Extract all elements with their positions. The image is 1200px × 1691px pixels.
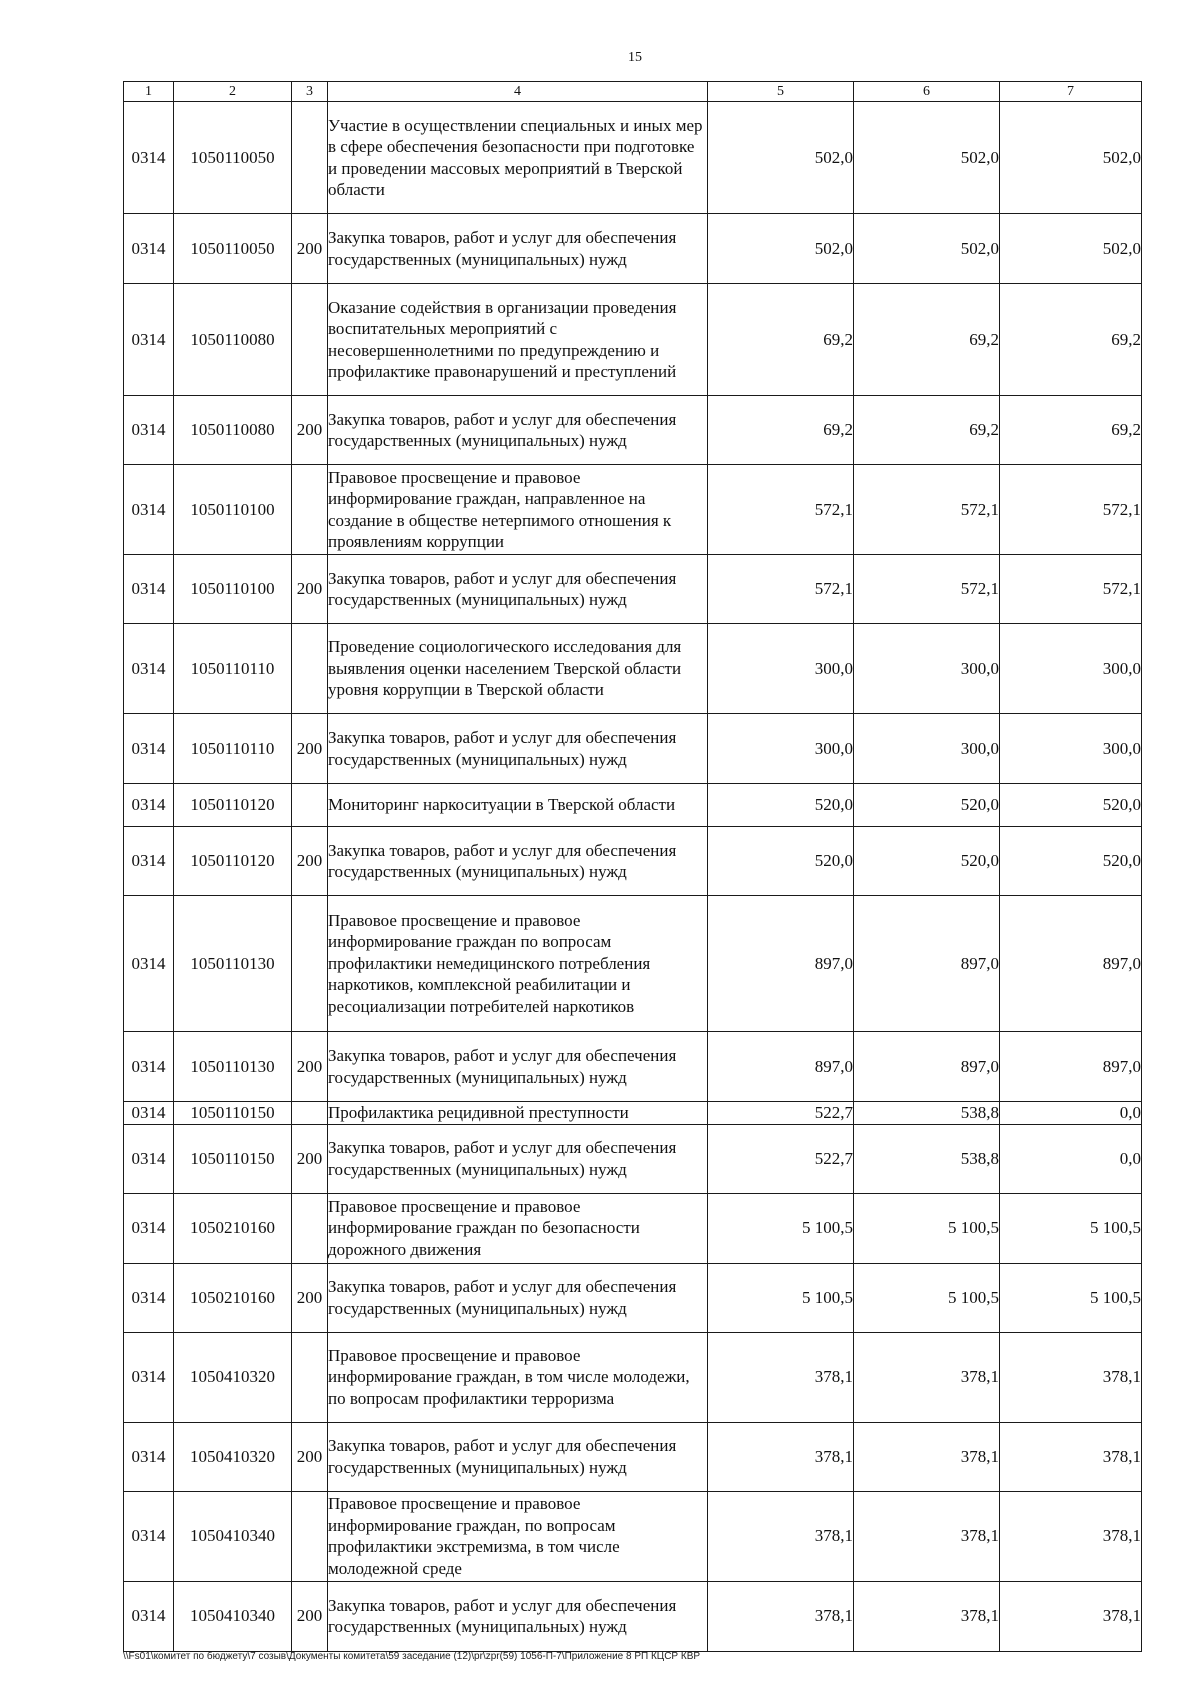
column-header: 4 bbox=[328, 82, 708, 102]
amount-col6: 378,1 bbox=[854, 1332, 1000, 1422]
amount-col6: 502,0 bbox=[854, 102, 1000, 214]
amount-col7: 378,1 bbox=[1000, 1332, 1142, 1422]
amount-col5: 5 100,5 bbox=[708, 1263, 854, 1332]
table-row bbox=[124, 465, 1142, 555]
footer-file-path: \\Fs01\комитет по бюджету\7 созыв\Документы комитета\59 заседание (12)\pr\zpr(59) 1056-П-7\Приложение 8 РП КЦСР КВР bbox=[123, 1651, 701, 1662]
column-header: 1 bbox=[124, 82, 174, 102]
amount-col5: 300,0 bbox=[708, 714, 854, 784]
target-article-code: 1050110130 bbox=[174, 896, 292, 1032]
table-row bbox=[124, 214, 1142, 284]
amount-col5: 572,1 bbox=[708, 555, 854, 624]
amount-col5: 522,7 bbox=[708, 1102, 854, 1125]
section-code: 0314 bbox=[124, 465, 174, 555]
budget-table bbox=[123, 81, 1142, 1652]
target-article-code: 1050410320 bbox=[174, 1422, 292, 1491]
amount-col6: 69,2 bbox=[854, 284, 1000, 396]
target-article-code: 1050110150 bbox=[174, 1124, 292, 1193]
section-code: 0314 bbox=[124, 1102, 174, 1125]
amount-col5: 378,1 bbox=[708, 1422, 854, 1491]
item-name: Оказание содействия в организации проведения воспитательных мероприятий с несовершеннолетними по предупреждению и профилактике правонарушений и преступлений bbox=[328, 284, 708, 396]
amount-col7: 69,2 bbox=[1000, 284, 1142, 396]
target-article-code: 1050410320 bbox=[174, 1332, 292, 1422]
expense-type-code bbox=[292, 1491, 328, 1581]
amount-col6: 538,8 bbox=[854, 1102, 1000, 1125]
amount-col5: 897,0 bbox=[708, 1032, 854, 1102]
item-name: Закупка товаров, работ и услуг для обеспечения государственных (муниципальных) нужд bbox=[328, 1581, 708, 1651]
item-name: Правовое просвещение и правовое информирование граждан, по вопросам профилактики экстремизма, в том числе молодежной среде bbox=[328, 1491, 708, 1581]
amount-col6: 5 100,5 bbox=[854, 1193, 1000, 1263]
table-row bbox=[124, 1422, 1142, 1491]
expense-type-code: 200 bbox=[292, 827, 328, 896]
target-article-code: 1050210160 bbox=[174, 1193, 292, 1263]
amount-col6: 378,1 bbox=[854, 1491, 1000, 1581]
item-name: Мониторинг наркоситуации в Тверской области bbox=[328, 784, 708, 827]
amount-col6: 502,0 bbox=[854, 214, 1000, 284]
item-name: Правовое просвещение и правовое информирование граждан по вопросам профилактики немедицинского потребления наркотиков, комплексной реабилитации и ресоциализации потребителей наркотиков bbox=[328, 896, 708, 1032]
target-article-code: 1050110150 bbox=[174, 1102, 292, 1125]
expense-type-code bbox=[292, 465, 328, 555]
section-code: 0314 bbox=[124, 1581, 174, 1651]
amount-col7: 69,2 bbox=[1000, 396, 1142, 465]
target-article-code: 1050110080 bbox=[174, 396, 292, 465]
target-article-code: 1050410340 bbox=[174, 1491, 292, 1581]
expense-type-code: 200 bbox=[292, 214, 328, 284]
amount-col7: 378,1 bbox=[1000, 1422, 1142, 1491]
amount-col5: 378,1 bbox=[708, 1332, 854, 1422]
expense-type-code bbox=[292, 896, 328, 1032]
amount-col5: 300,0 bbox=[708, 624, 854, 714]
section-code: 0314 bbox=[124, 827, 174, 896]
table-row bbox=[124, 1193, 1142, 1263]
expense-type-code: 200 bbox=[292, 714, 328, 784]
section-code: 0314 bbox=[124, 1422, 174, 1491]
target-article-code: 1050210160 bbox=[174, 1263, 292, 1332]
column-header: 6 bbox=[854, 82, 1000, 102]
item-name: Закупка товаров, работ и услуг для обеспечения государственных (муниципальных) нужд bbox=[328, 1263, 708, 1332]
section-code: 0314 bbox=[124, 896, 174, 1032]
section-code: 0314 bbox=[124, 1263, 174, 1332]
amount-col7: 5 100,5 bbox=[1000, 1263, 1142, 1332]
section-code: 0314 bbox=[124, 555, 174, 624]
amount-col6: 572,1 bbox=[854, 555, 1000, 624]
target-article-code: 1050110050 bbox=[174, 102, 292, 214]
section-code: 0314 bbox=[124, 1032, 174, 1102]
section-code: 0314 bbox=[124, 1193, 174, 1263]
item-name: Закупка товаров, работ и услуг для обеспечения государственных (муниципальных) нужд bbox=[328, 714, 708, 784]
item-name: Правовое просвещение и правовое информирование граждан по безопасности дорожного движения bbox=[328, 1193, 708, 1263]
amount-col5: 378,1 bbox=[708, 1581, 854, 1651]
amount-col5: 69,2 bbox=[708, 396, 854, 465]
expense-type-code: 200 bbox=[292, 1124, 328, 1193]
section-code: 0314 bbox=[124, 1332, 174, 1422]
target-article-code: 1050110120 bbox=[174, 827, 292, 896]
expense-type-code: 200 bbox=[292, 396, 328, 465]
expense-type-code: 200 bbox=[292, 1422, 328, 1491]
amount-col7: 5 100,5 bbox=[1000, 1193, 1142, 1263]
amount-col5: 502,0 bbox=[708, 214, 854, 284]
column-header: 2 bbox=[174, 82, 292, 102]
table-row bbox=[124, 1491, 1142, 1581]
amount-col5: 378,1 bbox=[708, 1491, 854, 1581]
item-name: Закупка товаров, работ и услуг для обеспечения государственных (муниципальных) нужд bbox=[328, 214, 708, 284]
amount-col7: 378,1 bbox=[1000, 1581, 1142, 1651]
target-article-code: 1050110110 bbox=[174, 624, 292, 714]
amount-col5: 572,1 bbox=[708, 465, 854, 555]
amount-col7: 897,0 bbox=[1000, 896, 1142, 1032]
amount-col7: 502,0 bbox=[1000, 102, 1142, 214]
target-article-code: 1050110050 bbox=[174, 214, 292, 284]
section-code: 0314 bbox=[124, 714, 174, 784]
table-row bbox=[124, 396, 1142, 465]
item-name: Закупка товаров, работ и услуг для обеспечения государственных (муниципальных) нужд bbox=[328, 1032, 708, 1102]
table-row bbox=[124, 1124, 1142, 1193]
expense-type-code bbox=[292, 102, 328, 214]
page-number: 15 bbox=[628, 50, 642, 65]
amount-col5: 69,2 bbox=[708, 284, 854, 396]
section-code: 0314 bbox=[124, 1124, 174, 1193]
section-code: 0314 bbox=[124, 396, 174, 465]
table-row bbox=[124, 284, 1142, 396]
amount-col5: 897,0 bbox=[708, 896, 854, 1032]
amount-col6: 378,1 bbox=[854, 1422, 1000, 1491]
section-code: 0314 bbox=[124, 102, 174, 214]
item-name: Закупка товаров, работ и услуг для обеспечения государственных (муниципальных) нужд bbox=[328, 827, 708, 896]
column-header: 7 bbox=[1000, 82, 1142, 102]
table-row bbox=[124, 1032, 1142, 1102]
item-name: Участие в осуществлении специальных и иных мер в сфере обеспечения безопасности при подготовке и проведении массовых мероприятий в Тверской области bbox=[328, 102, 708, 214]
amount-col7: 0,0 bbox=[1000, 1124, 1142, 1193]
item-name: Закупка товаров, работ и услуг для обеспечения государственных (муниципальных) нужд bbox=[328, 396, 708, 465]
section-code: 0314 bbox=[124, 214, 174, 284]
expense-type-code bbox=[292, 784, 328, 827]
item-name: Закупка товаров, работ и услуг для обеспечения государственных (муниципальных) нужд bbox=[328, 1422, 708, 1491]
amount-col5: 520,0 bbox=[708, 827, 854, 896]
target-article-code: 1050410340 bbox=[174, 1581, 292, 1651]
amount-col7: 520,0 bbox=[1000, 827, 1142, 896]
table-row bbox=[124, 714, 1142, 784]
table-row bbox=[124, 1263, 1142, 1332]
expense-type-code bbox=[292, 1193, 328, 1263]
expense-type-code: 200 bbox=[292, 1581, 328, 1651]
target-article-code: 1050110120 bbox=[174, 784, 292, 827]
section-code: 0314 bbox=[124, 284, 174, 396]
item-name: Закупка товаров, работ и услуг для обеспечения государственных (муниципальных) нужд bbox=[328, 555, 708, 624]
item-name: Проведение социологического исследования для выявления оценки населением Тверской области уровня коррупции в Тверской области bbox=[328, 624, 708, 714]
amount-col5: 502,0 bbox=[708, 102, 854, 214]
column-number-row bbox=[124, 82, 1142, 102]
amount-col6: 5 100,5 bbox=[854, 1263, 1000, 1332]
table-row bbox=[124, 1102, 1142, 1125]
table-row bbox=[124, 784, 1142, 827]
amount-col7: 300,0 bbox=[1000, 624, 1142, 714]
item-name: Профилактика рецидивной преступности bbox=[328, 1102, 708, 1125]
amount-col6: 538,8 bbox=[854, 1124, 1000, 1193]
item-name: Правовое просвещение и правовое информирование граждан, в том числе молодежи, по вопросам профилактики терроризма bbox=[328, 1332, 708, 1422]
amount-col5: 520,0 bbox=[708, 784, 854, 827]
table-row bbox=[124, 827, 1142, 896]
amount-col7: 0,0 bbox=[1000, 1102, 1142, 1125]
expense-type-code: 200 bbox=[292, 555, 328, 624]
target-article-code: 1050110080 bbox=[174, 284, 292, 396]
amount-col6: 897,0 bbox=[854, 896, 1000, 1032]
amount-col6: 300,0 bbox=[854, 714, 1000, 784]
target-article-code: 1050110100 bbox=[174, 465, 292, 555]
expense-type-code: 200 bbox=[292, 1263, 328, 1332]
expense-type-code bbox=[292, 284, 328, 396]
target-article-code: 1050110100 bbox=[174, 555, 292, 624]
section-code: 0314 bbox=[124, 624, 174, 714]
expense-type-code bbox=[292, 1332, 328, 1422]
amount-col6: 897,0 bbox=[854, 1032, 1000, 1102]
table-row bbox=[124, 555, 1142, 624]
table-row bbox=[124, 1332, 1142, 1422]
expense-type-code bbox=[292, 624, 328, 714]
amount-col7: 520,0 bbox=[1000, 784, 1142, 827]
amount-col7: 572,1 bbox=[1000, 555, 1142, 624]
column-header: 5 bbox=[708, 82, 854, 102]
table-row bbox=[124, 1581, 1142, 1651]
column-header: 3 bbox=[292, 82, 328, 102]
table-row bbox=[124, 896, 1142, 1032]
amount-col6: 69,2 bbox=[854, 396, 1000, 465]
amount-col7: 300,0 bbox=[1000, 714, 1142, 784]
amount-col7: 378,1 bbox=[1000, 1491, 1142, 1581]
amount-col6: 520,0 bbox=[854, 784, 1000, 827]
amount-col6: 520,0 bbox=[854, 827, 1000, 896]
table-row bbox=[124, 102, 1142, 214]
amount-col6: 378,1 bbox=[854, 1581, 1000, 1651]
amount-col5: 5 100,5 bbox=[708, 1193, 854, 1263]
section-code: 0314 bbox=[124, 1491, 174, 1581]
target-article-code: 1050110110 bbox=[174, 714, 292, 784]
table-row bbox=[124, 624, 1142, 714]
amount-col7: 897,0 bbox=[1000, 1032, 1142, 1102]
item-name: Правовое просвещение и правовое информирование граждан, направленное на создание в обществе нетерпимого отношения к проявлениям коррупции bbox=[328, 465, 708, 555]
item-name: Закупка товаров, работ и услуг для обеспечения государственных (муниципальных) нужд bbox=[328, 1124, 708, 1193]
amount-col7: 572,1 bbox=[1000, 465, 1142, 555]
amount-col5: 522,7 bbox=[708, 1124, 854, 1193]
expense-type-code: 200 bbox=[292, 1032, 328, 1102]
table-body bbox=[124, 102, 1142, 1652]
amount-col6: 300,0 bbox=[854, 624, 1000, 714]
expense-type-code bbox=[292, 1102, 328, 1125]
amount-col7: 502,0 bbox=[1000, 214, 1142, 284]
target-article-code: 1050110130 bbox=[174, 1032, 292, 1102]
section-code: 0314 bbox=[124, 784, 174, 827]
amount-col6: 572,1 bbox=[854, 465, 1000, 555]
